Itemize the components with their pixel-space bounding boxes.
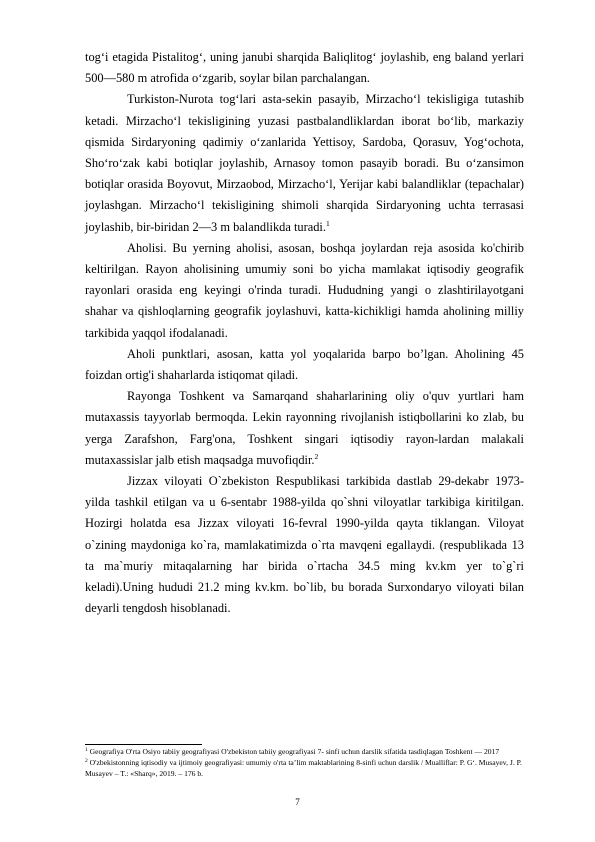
footnote-divider — [85, 744, 202, 745]
footnote-1-mark: 1 — [85, 747, 88, 753]
footnote-2-mark: 2 — [85, 757, 88, 764]
paragraph-3 — [85, 238, 524, 344]
footnote-2-text: O'zbekistonning iqtisodiy va ijtimoiy geografiyasi: umumiy o'rta ta’lim maktablarining 8-sinfi uchun darslik / Mualliflar: P. G‘. Musayev, J. P. Musayev – T.: «Sharq», 2019. – 176 b. — [85, 757, 522, 778]
paragraph-5-text: Rayonga Toshkent va Samarqand shaharlarining oliy o'quv yurtlari ham mutaxassis tayyorlab bermoqda. Lekin rayonning rivojlanish istiqbollarini ko zlab, bu yerga Zarafshon, Farg'ona, Toshkent singari iqtisodiy rayon-lardan malakali mutaxassislar jalb etish maqsadga muvofiqdir. — [85, 389, 524, 467]
paragraph-6 — [85, 471, 524, 619]
paragraph-6-text: Jizzax viloyati O`zbekiston Respublikasi tarkibida dastlab 29-dekabr 1973-yilda tashkil etilgan va u 6-sentabr 1988-yilda qo`shni viloyatlar tarkibiga kiritilgan. Hozirgi holatda esa Jizzax viloyati 16-fevral 1990-yilda qayta tiklangan. Viloyat o`zining maydoniga ko`ra, mamlakatimizda o`rta mavqeni egallaydi. (respublikada 13 ta ma`muriy mitaqalarning har birida o`rtacha 34.5 ming kv.km yer to`g`ri keladi).Uning hududi 21.2 ming kv.km. bo`lib, bu borada Surxondaryo viloyati bilan deyarli tengdosh hisoblanadi. — [85, 474, 524, 616]
footnote-1-text: Geografiya O'rta Osiyo tabiiy geografiyasi O'zbekiston tabiiy geografiyasi 7- sinfi uchun darslik sifatida tasdiqlagan Toshkent — 2017 — [87, 747, 500, 756]
paragraph-5 — [85, 386, 524, 471]
footnotes — [85, 747, 524, 779]
paragraph-4-text: Aholi punktlari, asosan, katta yol yoqalarida barpo bo’lgan. Aholining 45 foizdan ortig'i shaharlarda istiqomat qiladi. — [85, 346, 524, 383]
paragraph-3-text: Aholisi. Bu yerning aholisi, asosan, boshqa joylardan reja asosida ko'chirib keltirilgan. Rayon aholisining umumiy soni bo yicha mamlakat iqtisodiy geografik rayonlari orasida eng keyingi o'rinda turadi. Hududning yangi o zlashtirilayotgani shahar va qishloqlarning geografik joylashuvi, katta-kichikligi hamda aholining milliy tarkibida yaqqol ifodalanadi. — [85, 240, 524, 340]
paragraph-1 — [85, 47, 524, 89]
paragraph-2-text: Turkiston-Nurota tog‘lari asta-sekin pasayib, Mirzacho‘l tekisligiga tutashib ketadi. Mirzacho‘l tekisligining yuzasi pastbalandliklardan iborat bo‘lib, markaziy qismida Sirdaryoning qadimiy o‘zanlarida Yettisoy, Sardoba, Qorasuv, Yog‘ochota, Sho‘ro‘zak kabi botiqlar joylashib, Arnasoy tomon pasayib boradi. Bu o‘zansimon botiqlar orasida Boyovut, Mirzaobod, Mirzacho‘l, Yerijar kabi balandliklar (tepachalar) joylashgan. Mirzacho‘l tekisligining shimoli sharqida Sirdaryoning uchta terrasasi joylashib, bir-biridan 2—3 m balandlikda turadi. — [85, 92, 524, 234]
paragraph-1-text: tog‘i etagida Pistalitog‘, uning janubi sharqida Baliqlitog‘ joylashib, eng baland yerlari 500—580 m atrofida o‘zgarib, soylar bilan parchalangan. — [85, 50, 524, 86]
footnote-ref-2[interactable]: 2 — [314, 451, 319, 461]
footnote-1 — [85, 747, 524, 758]
footnote-ref-1[interactable]: 1 — [325, 218, 330, 228]
paragraph-4 — [85, 344, 524, 386]
body-text — [85, 47, 524, 619]
paragraph-2 — [85, 89, 524, 237]
page-number: 7 — [295, 797, 300, 807]
footnote-2 — [85, 758, 524, 780]
